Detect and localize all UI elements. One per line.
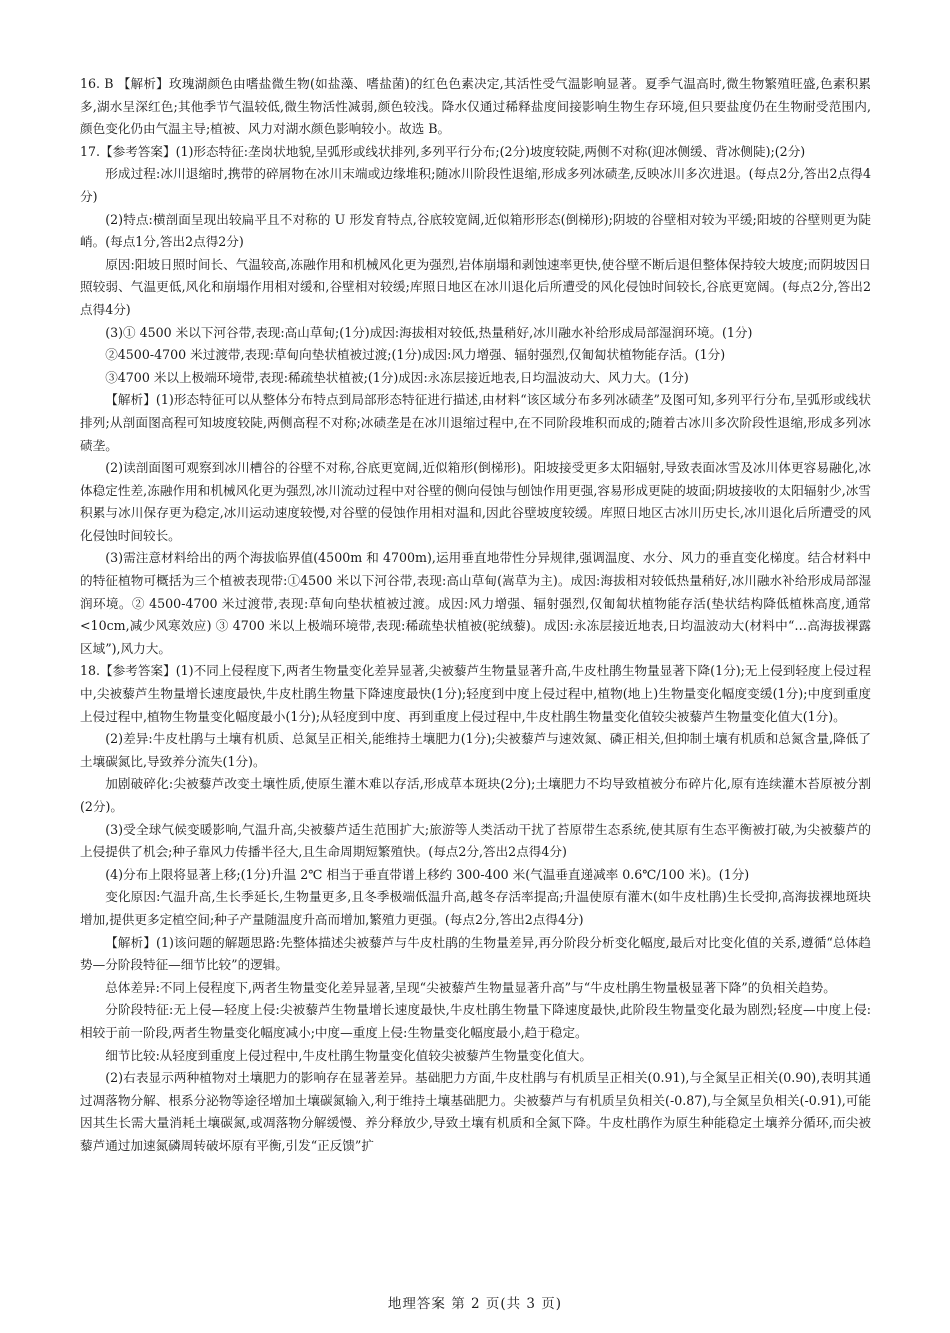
answer-paragraph: (4)分布上限将显著上移;(1分)升温 2℃ 相当于垂直带谱上移约 300-400 米(气温垂直递减率 0.6℃/100 米)。(1分) — [105, 866, 750, 882]
answer-paragraph: ③4700 米以上极端环境带,表现:稀疏垫状植被;(1分)成因:永冻层接近地表,日均温波动大、风力大。(1分) — [105, 369, 689, 385]
answer-paragraph: 原因:阳坡日照时间长、气温较高,冻融作用和机械风化更为强烈,岩体崩塌和剥蚀速率更快,使谷壁不断后退但整体保持较大坡度;而阴坡因日照较弱、气温更低,风化和崩塌作用相对缓和,谷壁相对较缓;库照日地区在冰川退化后所遭受的风化侵蚀时间较长,谷底更宽阔。(每点2分,答出2点得4分) — [80, 256, 871, 317]
answer-paragraph: 【解析】(1)形态特征可以从整体分布特点到局部形态特征进行描述,由材料“该区域分布多列冰碛垄”及图可知,多列平行分布,呈弧形或线状排列;从剖面图高程可知坡度较陡,两侧高程不对称;冰碛垄是在冰川退缩过程中,在不同阶段堆积而成的;随着古冰川多次阶段性退缩,形成多列冰碛垄。 — [80, 392, 871, 453]
answer-paragraph: 总体差异:不同上侵程度下,两者生物量变化差异显著,呈现“尖被藜芦生物量显著升高”与“牛皮杜鹃生物量极显著下降”的负相关趋势。 — [105, 979, 836, 995]
answer-paragraph: 形成过程:冰川退缩时,携带的碎屑物在冰川末端或边缘堆积;随冰川阶段性退缩,形成多列冰碛垄,反映冰川多次进退。(每点2分,答出2点得4分) — [80, 166, 871, 204]
answer-paragraph: 【解析】(1)该问题的解题思路:先整体描述尖被藜芦与牛皮杜鹃的生物量差异,再分阶段分析变化幅度,最后对比变化值的关系,遵循“总体趋势—分阶段特征—细节比较”的逻辑。 — [80, 934, 871, 973]
answer-paragraph: (3)需注意材料给出的两个海拔临界值(4500m 和 4700m),运用垂直地带性分异规律,强调温度、水分、风力的垂直变化梯度。结合材料中的特征植物可概括为三个植被表现带:①4500 米以下河谷带,表现:高山草甸(嵩草为主)。成因:海拔相对较低热量稍好,冰川融水补给形成局部湿润环境。② 4500-4700 米过渡带,表现:草甸向垫状植被过渡。成因:风力增强、辐射强烈,仅匍匐状植物能存活(垫状结构降低植株高度,通常<10cm,减少风寒效应) ③ 4700 米以上极端环境带,表现:稀疏垫状植被(驼绒藜)。成因:永冻层接近地表,日均温波动大(材料中“…高海拔裸露区域”),风力大。 — [80, 550, 871, 656]
answer-paragraph: 17.【参考答案】(1)形态特征:垄岗状地貌,呈弧形或线状排列,多列平行分布;(2分)坡度较陡,两侧不对称(迎冰侧缓、背冰侧陡);(2分) — [80, 143, 806, 159]
answer-paragraph: 加剧破碎化:尖被藜芦改变土壤性质,使原生灌木难以存活,形成草本斑块(2分);土壤肥力不均导致植被分布碎片化,原有连续灌木苔原被分割(2分)。 — [80, 776, 871, 814]
answer-paragraph: 16. B 【解析】玫瑰湖颜色由嗜盐微生物(如盐藻、嗜盐菌)的红色色素决定,其活性受气温影响显著。夏季气温高时,微生物繁殖旺盛,色素积累多,湖水呈深红色;其他季节气温较低,微生物活性减弱,颜色较浅。降水仅通过稀释盐度间接影响生物生存环境,但只要盐度仍在生物耐受范围内,颜色变化仍由气温主导;植被、风力对湖水颜色影响较小。故选 B。 — [80, 76, 871, 137]
answer-paragraph: (2)读剖面图可观察到冰川槽谷的谷壁不对称,谷底更宽阔,近似箱形(倒梯形)。阳坡接受更多太阳辐射,导致表面冰雪及冰川体更容易融化,冰体稳定性差,冻融作用和机械风化更为强烈,冰川流动过程中对谷壁的侧向侵蚀与刨蚀作用更强,容易形成更陡的坡面;阴坡接收的太阳辐射少,冰雪积累与冰川保存更为稳定,冰川运动速度较慢,对谷壁的侵蚀作用相对温和,因此谷壁坡度较缓。库照日地区古冰川历史长,冰川退化后所遭受的风化侵蚀时间较长。 — [80, 460, 871, 543]
answer-paragraph: (2)特点:横剖面呈现出较扁平且不对称的 U 形发育特点,谷底较宽阔,近似箱形形态(倒梯形);阴坡的谷壁相对较为平缓;阳坡的谷壁则更为陡峭。(每点1分,答出2点得2分) — [80, 211, 871, 250]
answer-paragraph: 变化原因:气温升高,生长季延长,生物量更多,且冬季极端低温升高,越冬存活率提高;升温使原有灌木(如牛皮杜鹃)生长受抑,高海拔裸地斑块增加,提供更多定植空间;种子产量随温度升高而增加,繁殖力更强。(每点2分,答出2点得4分) — [80, 889, 871, 927]
answer-paragraph: (3)受全球气候变暖影响,气温升高,尖被藜芦适生范围扩大;旅游等人类活动干扰了苔原带生态系统,使其原有生态平衡被打破,为尖被藜芦的上侵提供了机会;种子靠风力传播半径大,且生命周期短繁殖快。(每点2分,答出2点得4分) — [80, 821, 871, 860]
answer-paragraph: 细节比较:从轻度到重度上侵过程中,牛皮杜鹃生物量变化值较尖被藜芦生物量变化值大。 — [105, 1047, 592, 1063]
answer-paragraph: (2)右表显示两种植物对土壤肥力的影响存在显著差异。基础肥力方面,牛皮杜鹃与有机质呈正相关(0.91),与全氮呈正相关(0.90),表明其通过凋落物分解、根系分泌物等途径增加土壤碳氮输入,利于维持土壤基础肥力。尖被藜芦与有机质呈负相关(-0.87),与全氮呈负相关(-0.91),可能因其生长需大量消耗土壤碳氮,或凋落物分解缓慢、养分释放少,导致土壤有机质和全氮下降。牛皮杜鹃作为原生种能稳定土壤养分循环,而尖被藜芦通过加速氮磷周转破坏原有平衡,引发“正反馈”扩 — [80, 1070, 871, 1153]
answer-paragraph: 分阶段特征:无上侵—轻度上侵:尖被藜芦生物量增长速度最快,牛皮杜鹃生物量下降速度最快,此阶段生物量变化最为剧烈;轻度—中度上侵:相较于前一阶段,两者生物量变化幅度减小;中度—重度上侵:生物量变化幅度最小,趋于稳定。 — [80, 1002, 871, 1040]
answer-paragraph: 18.【参考答案】(1)不同上侵程度下,两者生物量变化差异显著,尖被藜芦生物量显著升高,牛皮杜鹃生物量显著下降(1分);无上侵到轻度上侵过程中,尖被藜芦生物量增长速度最快,牛皮杜鹃生物量下降速度最快(1分);轻度到中度上侵过程中,植物(地上)生物量变化幅度变缓(1分);中度到重度上侵过程中,植物生物量变化幅度最小(1分);从轻度到中度、再到重度上侵过程中,牛皮杜鹃生物量变化值较尖被藜芦生物量变化值大(1分)。 — [80, 663, 871, 724]
answer-paragraph: ②4500-4700 米过渡带,表现:草甸向垫状植被过渡;(1分)成因:风力增强、辐射强烈,仅匍匐状植物能存活。(1分) — [105, 347, 726, 363]
answer-paragraph: (2)差异:牛皮杜鹃与土壤有机质、总氮呈正相关,能维持土壤肥力(1分);尖被藜芦与速效氮、磷正相关,但抑制土壤有机质和总氮含量,降低了土壤碳氮比,导致养分流失(1分)。 — [80, 731, 871, 769]
answer-paragraph: (3)① 4500 米以下河谷带,表现:高山草甸;(1分)成因:海拔相对较低,热量稍好,冰川融水补给形成局部湿润环境。(1分) — [105, 324, 753, 340]
answer-body — [80, 73, 871, 1158]
page-footer: 地理答案 第 2 页(共 3 页) — [387, 1296, 563, 1312]
